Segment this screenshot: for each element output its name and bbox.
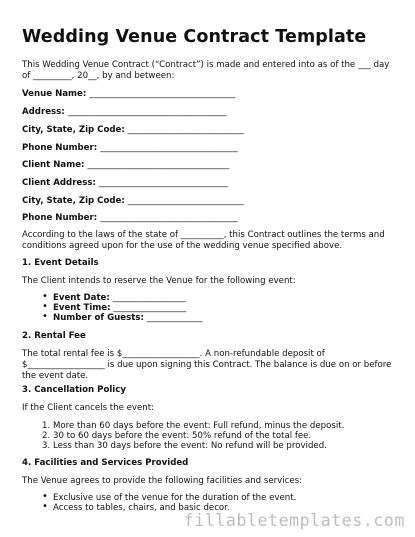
facilities-list [22, 493, 296, 513]
item-label: Number of Guests: [53, 313, 144, 323]
field-label: Client Address: [22, 178, 96, 188]
field-label: Phone Number: [22, 213, 98, 223]
field-label: City, State, Zip Code: [22, 125, 125, 135]
venue-city-state-zip-field [22, 125, 244, 135]
cancellation-text: If the Client cancels the event: [22, 403, 154, 413]
cancellation-list [22, 421, 344, 451]
client-city-state-zip-field [22, 196, 244, 206]
field-label: Phone Number: [22, 143, 98, 153]
item-label: Event Time: [53, 303, 111, 313]
field-label: Client Name: [22, 160, 85, 170]
fill-line[interactable]: _________________ [113, 303, 187, 313]
intro-paragraph: This Wedding Venue Contract (“Contract”) is made and entered into as of the ___ day of _________, 20__, by and between: [22, 60, 390, 82]
rental-fee-heading: 2. Rental Fee [22, 331, 86, 341]
laws-paragraph: According to the laws of the state of __________, this Contract outlines the terms and conditions agreed upon for the use of the wedding venue specified above. [22, 230, 385, 252]
event-details-text: The Client intends to reserve the Venue for the following event: [22, 276, 296, 286]
fill-line[interactable]: ___________________________ [127, 125, 244, 135]
fill-line[interactable]: _________________ [112, 293, 186, 303]
list-item [42, 441, 344, 451]
item-number: 2. [42, 431, 51, 441]
item-text: Less than 30 days before the event: No refund will be provided. [53, 441, 327, 451]
list-item [42, 421, 344, 431]
document-title: Wedding Venue Contract Template [22, 27, 367, 47]
field-label: City, State, Zip Code: [22, 196, 125, 206]
fill-line[interactable]: ___________________________ [127, 196, 244, 206]
item-number: 3. [42, 441, 51, 451]
fill-line[interactable]: _________________________________ [87, 160, 230, 170]
fill-line[interactable]: _____________ [146, 313, 203, 323]
item-label: Event Date: [53, 293, 110, 303]
cancellation-heading: 3. Cancellation Policy [22, 385, 126, 395]
facilities-text: The Venue agrees to provide the following facilities and services: [22, 476, 303, 486]
fill-line[interactable]: ________________________________ [100, 143, 238, 153]
event-details-list [22, 293, 202, 323]
list-item [42, 431, 344, 441]
fill-line[interactable]: __________________________________ [89, 89, 236, 99]
client-phone-field [22, 213, 238, 223]
event-details-heading: 1. Event Details [22, 258, 99, 268]
fill-line[interactable]: ______________________________ [98, 178, 228, 188]
client-name-field [22, 160, 229, 170]
list-item [42, 313, 202, 323]
item-text: 30 to 60 days before the event: 50% refund of the total fee. [53, 431, 312, 441]
venue-name-field [22, 89, 235, 99]
client-address-field [22, 178, 228, 188]
facilities-heading: 4. Facilities and Services Provided [22, 458, 189, 468]
venue-address-field [22, 107, 227, 117]
fill-line[interactable]: ________________________________ [100, 213, 238, 223]
fill-line[interactable]: _____________________________________ [67, 107, 227, 117]
list-item [42, 303, 202, 313]
field-label: Venue Name: [22, 89, 87, 99]
item-number: 1. [42, 421, 51, 431]
rental-fee-text: The total rental fee is $__________________. A non-refundable deposit of $__________________ is due upon signing this Contract. The balance is due on or before the event date. [22, 349, 392, 382]
venue-phone-field [22, 143, 238, 153]
list-item: • Exclusive use of the venue for the duration of the event. [42, 493, 296, 503]
watermark-text: fillabletemplates.com [183, 511, 405, 530]
field-label: Address: [22, 107, 65, 117]
list-item [42, 293, 202, 303]
item-text: More than 60 days before the event: Full refund, minus the deposit. [53, 421, 345, 431]
list-item: • Access to tables, chairs, and basic decor. [42, 503, 296, 513]
